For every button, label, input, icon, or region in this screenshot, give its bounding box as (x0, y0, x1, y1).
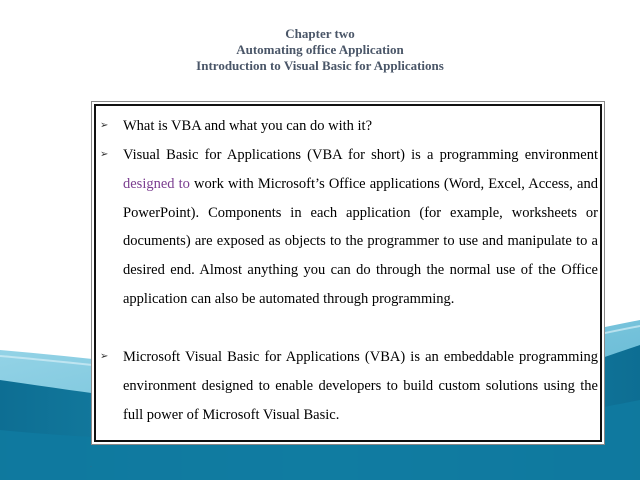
highlight-designed-to: designed to (123, 175, 190, 192)
arrow-bullet-icon: ➢ (100, 351, 109, 362)
arrow-bullet-icon: ➢ (100, 120, 109, 131)
bullet-text-1: What is VBA and what you can do with it? (123, 118, 373, 134)
slide-marker: . (90, 460, 92, 469)
bullet-text-2-before: Visual Basic for Applications (VBA for short) is a programming environment (123, 147, 598, 163)
content-box (94, 104, 602, 442)
title-line-1: Chapter two (285, 26, 355, 41)
bullet-text-3: Microsoft Visual Basic for Applications (VBA) is an embeddable programming environment designed to enable developers to build custom solutions using the full power of Microsoft Visual Basic. (123, 349, 598, 423)
slide-title (0, 26, 640, 74)
title-line-3: Introduction to Visual Basic for Applications (196, 58, 444, 73)
bullet-text-2 (123, 141, 598, 314)
arrow-bullet-icon: ➢ (100, 149, 109, 160)
bullet-text-2-after: work with Microsoft’s Office applications (Word, Excel, Access, and PowerPoint). Components in each application (for example, worksheets or documents) are exposed as objects to the programmer to use and manipulate to a desired end. Almost anything you can do through the normal use of the Office application can also be automated through programming. (123, 175, 598, 307)
title-line-2: Automating office Application (236, 42, 404, 57)
